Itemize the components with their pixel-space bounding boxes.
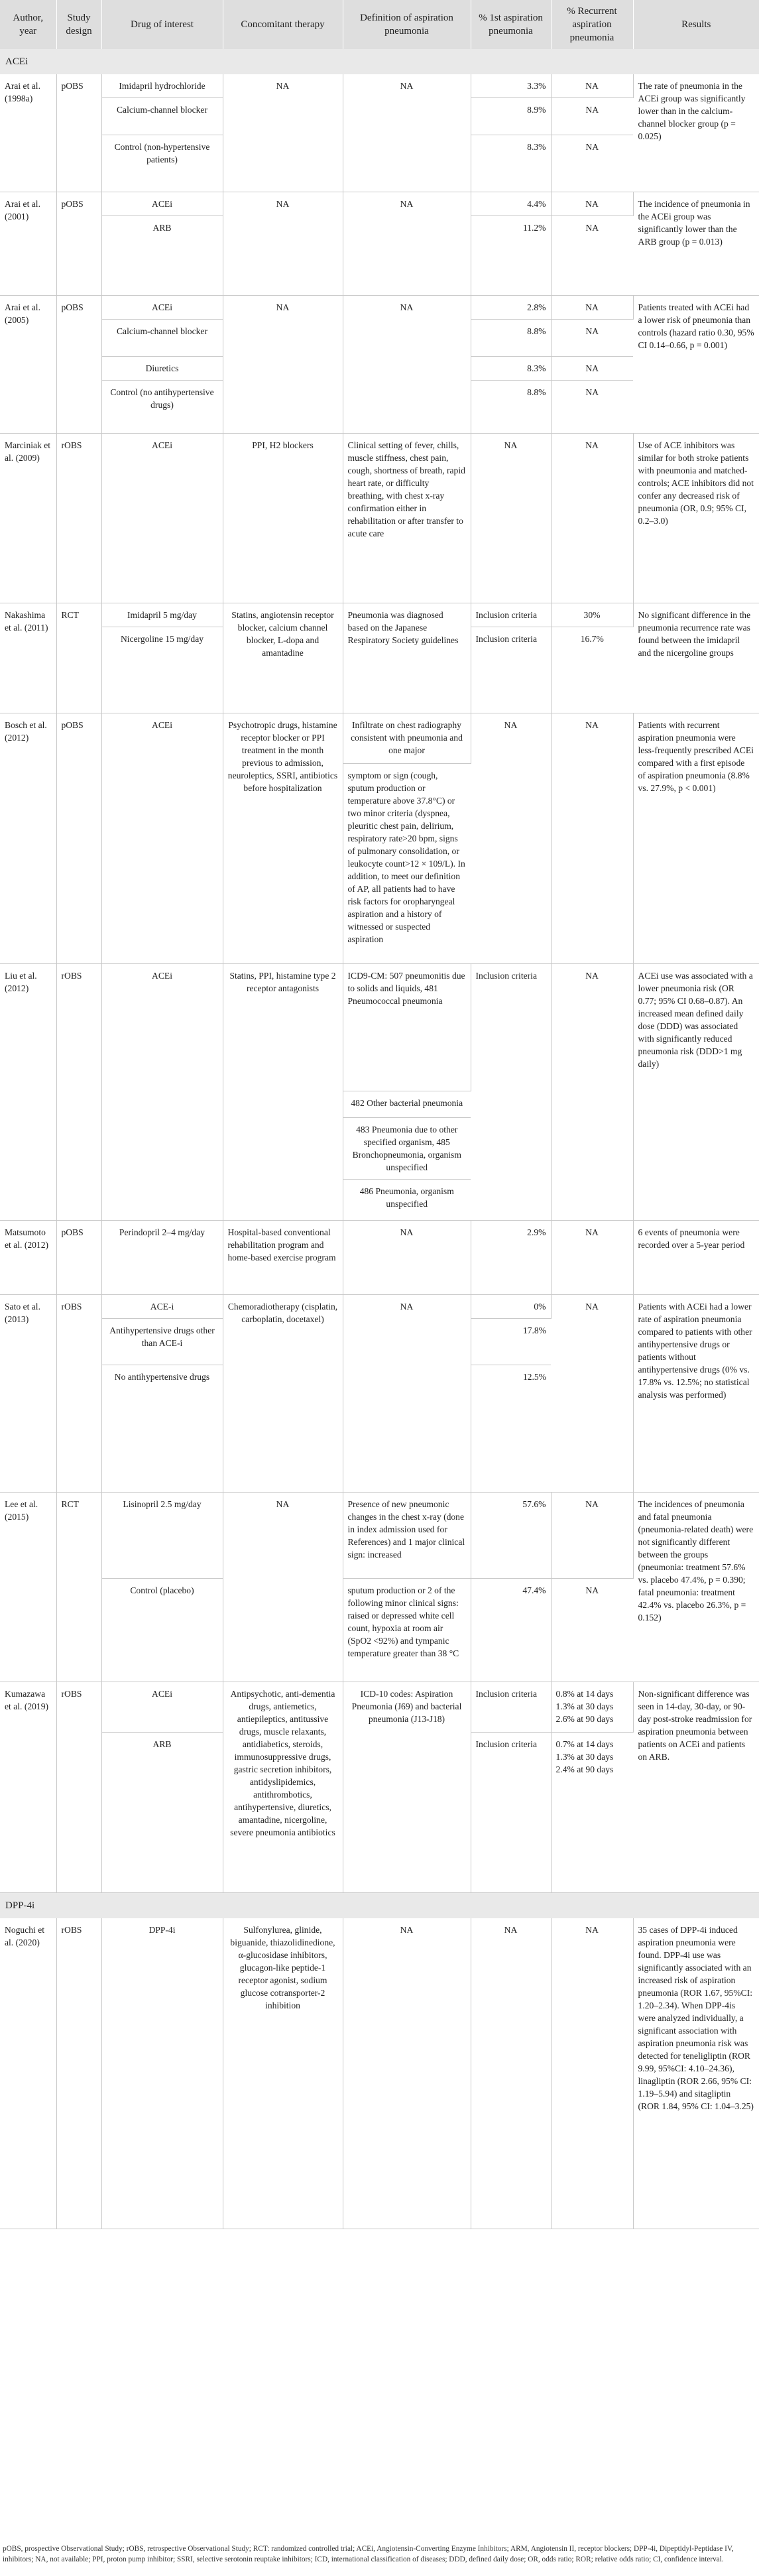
concomitant-cell: Psychotropic drugs, histamine receptor blocker or PPI treatment in the month previous to admission, neuroleptics, SSRI, antibiotics before hospitalization <box>223 713 343 964</box>
table-row <box>0 192 759 216</box>
first-cell: 0% <box>471 1295 551 1319</box>
design-cell: pOBS <box>56 296 101 434</box>
recurrent-cell <box>551 1733 633 1893</box>
first-cell: NA <box>471 434 551 603</box>
drug-cell: Lisinopril 2.5 mg/day <box>101 1493 223 1579</box>
first-cell: 3.3% <box>471 74 551 98</box>
drug-cell: ACEi <box>101 964 223 1221</box>
header-recurrent: % Recurrent aspiration pneumonia <box>551 0 633 49</box>
definition-cell: ICD-10 codes: Aspiration Pneumonia (J69) and bacterial pneumonia (J13-J18) <box>343 1682 471 1893</box>
design-cell: RCT <box>56 603 101 713</box>
header-design: Study design <box>56 0 101 49</box>
recurrent-line: 1.3% at 30 days <box>555 1752 614 1762</box>
first-cell: 8.9% <box>471 98 551 135</box>
definition-cell: sputum production or 2 of the following minor clinical signs: raised or depressed white cell count, hypoxia at room air (SpO2 <92%) and tympanic temperature greater than 38 °C <box>343 1579 471 1682</box>
drug-cell: Perindopril 2–4 mg/day <box>101 1221 223 1295</box>
header-results: Results <box>633 0 759 49</box>
recurrent-cell: NA <box>551 713 633 964</box>
design-cell: pOBS <box>56 74 101 192</box>
concomitant-cell: PPI, H2 blockers <box>223 434 343 603</box>
design-cell: rOBS <box>56 964 101 1221</box>
header-concomitant: Concomitant therapy <box>223 0 343 49</box>
drug-cell: Imidapril 5 mg/day <box>101 603 223 627</box>
section-label: DPP-4i <box>0 1893 759 1919</box>
recurrent-cell: NA <box>551 1221 633 1295</box>
author-cell: Sato et al. (2013) <box>0 1295 56 1493</box>
first-cell: NA <box>471 1918 551 2229</box>
design-cell: pOBS <box>56 1221 101 1295</box>
design-cell: pOBS <box>56 713 101 964</box>
recurrent-cell <box>551 1682 633 1733</box>
drug-cell: ACEi <box>101 713 223 964</box>
results-cell: Patients treated with ACEi had a lower risk of pneumonia than controls (hazard ratio 0.30, 95% CI 0.14–0.66, p = 0.001) <box>633 296 759 434</box>
definition-cell: NA <box>343 192 471 296</box>
recurrent-line: 2.6% at 90 days <box>555 1714 614 1724</box>
results-cell: No significant difference in the pneumonia recurrence rate was found between the imidapril and the nicergoline groups <box>633 603 759 713</box>
recurrent-cell: NA <box>551 964 633 1221</box>
concomitant-cell: Hospital-based conventional rehabilitation program and home-based exercise program <box>223 1221 343 1295</box>
first-cell: Inclusion criteria <box>471 1682 551 1733</box>
concomitant-cell: NA <box>223 74 343 192</box>
first-cell: Inclusion criteria <box>471 603 551 627</box>
section-row-acei <box>0 49 759 74</box>
first-cell: 8.8% <box>471 320 551 357</box>
recurrent-cell: NA <box>551 216 633 296</box>
drug-cell: Diuretics <box>101 357 223 381</box>
drug-cell: Calcium-channel blocker <box>101 98 223 135</box>
first-cell: Inclusion criteria <box>471 1733 551 1893</box>
first-cell: 12.5% <box>471 1365 551 1493</box>
author-cell: Marciniak et al. (2009) <box>0 434 56 603</box>
header-author: Author, year <box>0 0 56 49</box>
definition-cell: NA <box>343 296 471 434</box>
table-row <box>0 1221 759 1295</box>
table-footnote: pOBS, prospective Observational Study; rOBS, retrospective Observational Study; RCT: randomized controlled trial; ACEi, Angiotensin-Converting Enzyme Inhibitors; ARM, Angiotensin II, receptor blockers; DPP-4i, Dipeptidyl-Peptidase IV, inhibitors; NA, not available; PPI, proton pump inhibitor; SSRI, selective serotonin reuptake inhibitors; ICD, international classification of diseases; DDD, defined daily dose; OR, odds ratio; ROR; relative odds ratio; CI, confidence interval. <box>3 2545 734 2563</box>
table-row <box>0 74 759 98</box>
author-cell: Nakashima et al. (2011) <box>0 603 56 713</box>
author-cell: Liu et al. (2012) <box>0 964 56 1221</box>
table-row <box>0 1493 759 1579</box>
drug-cell: Calcium-channel blocker <box>101 320 223 357</box>
drug-cell: DPP-4i <box>101 1918 223 2229</box>
first-cell: 8.3% <box>471 135 551 192</box>
drug-cell: ARB <box>101 1733 223 1893</box>
concomitant-cell: Antipsychotic, anti-dementia drugs, antiemetics, antiepileptics, antitussive drugs, muscle relaxants, antidiabetics, steroids, immunosuppressive drugs, gastric secretion inhibitors, antidyslipidemics, antithrombotics, antihypertensive, diuretics, amantadine, nicergoline, severe pneumonia antibiotics <box>223 1682 343 1893</box>
recurrent-cell: NA <box>551 296 633 320</box>
first-cell: 8.3% <box>471 357 551 381</box>
results-cell: Patients with recurrent aspiration pneumonia were less-frequently prescribed ACEi compared with a first episode of aspiration pneumonia (8.8% vs. 27.9%, p < 0.001) <box>633 713 759 964</box>
results-cell: 35 cases of DPP-4i induced aspiration pneumonia were found. DPP-4i use was significantly associated with an increased risk of aspiration pneumonia (ROR 1.67, 95%CI: 1.20–2.34). When DPP-4is were analyzed individually, a significant association with aspiration pneumonia risk was detected for teneligliptin (ROR 9.99, 95%CI: 4.10–24.36), linagliptin (ROR 2.66, 95% CI: 1.19–5.94) and sitagliptin (ROR 1.84, 95% CI: 1.04–3.25) <box>633 1918 759 2229</box>
results-cell: 6 events of pneumonia were recorded over a 5-year period <box>633 1221 759 1295</box>
table-row <box>0 434 759 603</box>
drug-cell: Control (placebo) <box>101 1579 223 1682</box>
recurrent-cell: NA <box>551 357 633 381</box>
recurrent-cell: 30% <box>551 603 633 627</box>
table-row <box>0 1295 759 1319</box>
drug-cell: Imidapril hydrochloride <box>101 74 223 98</box>
first-cell: Inclusion criteria <box>471 964 551 1221</box>
header-drug: Drug of interest <box>101 0 223 49</box>
first-cell: 2.9% <box>471 1221 551 1295</box>
first-cell: 4.4% <box>471 192 551 216</box>
section-row-dpp4i <box>0 1893 759 1919</box>
concomitant-cell: NA <box>223 1493 343 1682</box>
drug-cell: ACEi <box>101 1682 223 1733</box>
first-cell: 8.8% <box>471 381 551 434</box>
recurrent-line: 0.8% at 14 days <box>555 1689 614 1699</box>
author-cell: Kumazawa et al. (2019) <box>0 1682 56 1893</box>
recurrent-cell: NA <box>551 1918 633 2229</box>
table-row <box>0 603 759 627</box>
recurrent-line: 0.7% at 14 days <box>555 1739 614 1749</box>
drug-cell: ACEi <box>101 296 223 320</box>
table-row <box>0 713 759 764</box>
design-cell: rOBS <box>56 1295 101 1493</box>
definition-cell: Infiltrate on chest radiography consistent with pneumonia and one major <box>343 713 471 764</box>
recurrent-cell: NA <box>551 74 633 98</box>
author-cell: Noguchi et al. (2020) <box>0 1918 56 2229</box>
definition-cell: NA <box>343 1918 471 2229</box>
drug-cell: Nicergoline 15 mg/day <box>101 627 223 713</box>
concomitant-cell: Chemoradiotherapy (cisplatin, carboplatin, docetaxel) <box>223 1295 343 1493</box>
author-cell: Lee et al. (2015) <box>0 1493 56 1682</box>
results-cell: The incidences of pneumonia and fatal pneumonia (pneumonia-related death) were not significantly different between the groups (pneumonia: treatment 57.6% vs. placebo 47.4%, p = 0.390; fatal pneumonia: treatment 42.4% vs. placebo 26.3%, p = 0.152) <box>633 1493 759 1682</box>
recurrent-cell: NA <box>551 381 633 434</box>
first-cell: 57.6% <box>471 1493 551 1579</box>
first-cell: 2.8% <box>471 296 551 320</box>
recurrent-cell: NA <box>551 1579 633 1682</box>
table-row <box>0 1682 759 1733</box>
concomitant-cell: NA <box>223 296 343 434</box>
concomitant-cell: NA <box>223 192 343 296</box>
recurrent-cell: NA <box>551 434 633 603</box>
author-cell: Arai et al. (2005) <box>0 296 56 434</box>
header-row <box>0 0 759 49</box>
header-first: % 1st aspiration pneumonia <box>471 0 551 49</box>
recurrent-line: 1.3% at 30 days <box>555 1701 614 1711</box>
author-cell: Arai et al. (1998a) <box>0 74 56 192</box>
recurrent-cell: NA <box>551 98 633 135</box>
definition-cell: Clinical setting of fever, chills, muscle stiffness, chest pain, cough, shortness of breath, rapid heart rate, or difficulty breathing, with chest x-ray confirmation either in rehabilitation or after transfer to acute care <box>343 434 471 603</box>
concomitant-cell: Sulfonylurea, glinide, biguanide, thiazolidinedione, α-glucosidase inhibitors, glucagon-like peptide-1 receptor agonist, sodium glucose cotransporter-2 inhibition <box>223 1918 343 2229</box>
header-definition: Definition of aspiration pneumonia <box>343 0 471 49</box>
table-row <box>0 964 759 1091</box>
definition-cell: NA <box>343 1295 471 1493</box>
definition-cell: symptom or sign (cough, sputum production or temperature above 37.8°C) or two minor criteria (dyspnea, pleuritic chest pain, delirium, respiratory rate>20 bpm, signs of pulmonary consolidation, or leukocyte count>12 × 109/L). In addition, to meet our definition of AP, all patients had to have risk factors for oropharyngeal aspiration and a history of witnessed or suspected aspiration <box>343 764 471 964</box>
results-cell: The rate of pneumonia in the ACEi group was significantly lower than in the calcium-channel blocker group (p = 0.025) <box>633 74 759 192</box>
first-cell: NA <box>471 713 551 964</box>
recurrent-line: 2.4% at 90 days <box>555 1764 614 1774</box>
results-cell: Patients with ACEi had a lower rate of aspiration pneumonia compared to patients with other antihypertensive drugs or patients without antihypertensive drugs (0% vs. 17.8% vs. 12.5%; no statistical analysis was performed) <box>633 1295 759 1493</box>
definition-cell: 486 Pneumonia, organism unspecified <box>343 1180 471 1221</box>
results-cell: Non-significant difference was seen in 14-day, 30-day, or 90-day post-stroke readmission for aspiration pneumonia between patients on ACEi and patients on ARB. <box>633 1682 759 1893</box>
drug-cell: ACEi <box>101 434 223 603</box>
concomitant-cell: Statins, angiotensin receptor blocker, calcium channel blocker, L-dopa and amantadine <box>223 603 343 713</box>
definition-cell: ICD9-CM: 507 pneumonitis due to solids and liquids, 481 Pneumococcal pneumonia <box>343 964 471 1091</box>
author-cell: Bosch et al. (2012) <box>0 713 56 964</box>
results-cell: The incidence of pneumonia in the ACEi group was significantly lower than the ARB group (p = 0.013) <box>633 192 759 296</box>
design-cell: rOBS <box>56 434 101 603</box>
first-cell: 11.2% <box>471 216 551 296</box>
drug-cell: ACE-i <box>101 1295 223 1319</box>
recurrent-cell: NA <box>551 1295 633 1493</box>
definition-cell: NA <box>343 1221 471 1295</box>
definition-cell: 483 Pneumonia due to other specified organism, 485 Bronchopneumonia, organism unspecified <box>343 1118 471 1180</box>
recurrent-cell: NA <box>551 320 633 357</box>
recurrent-cell: 16.7% <box>551 627 633 713</box>
recurrent-cell: NA <box>551 1493 633 1579</box>
drug-cell: ACEi <box>101 192 223 216</box>
first-cell: 47.4% <box>471 1579 551 1682</box>
drug-cell: ARB <box>101 216 223 296</box>
definition-cell: 482 Other bacterial pneumonia <box>343 1091 471 1118</box>
recurrent-cell: NA <box>551 135 633 192</box>
design-cell: RCT <box>56 1493 101 1682</box>
drug-cell: No antihypertensive drugs <box>101 1365 223 1493</box>
first-cell: Inclusion criteria <box>471 627 551 713</box>
author-cell: Arai et al. (2001) <box>0 192 56 296</box>
design-cell: rOBS <box>56 1682 101 1893</box>
table-row <box>0 296 759 320</box>
recurrent-cell: NA <box>551 192 633 216</box>
section-label: ACEi <box>0 49 759 74</box>
definition-cell: Presence of new pneumonic changes in the chest x-ray (done in index admission used for References) and 1 major clinical sign: increased <box>343 1493 471 1579</box>
design-cell: pOBS <box>56 192 101 296</box>
drug-cell: Control (non-hypertensive patients) <box>101 135 223 192</box>
concomitant-cell: Statins, PPI, histamine type 2 receptor antagonists <box>223 964 343 1221</box>
first-cell: 17.8% <box>471 1319 551 1365</box>
design-cell: rOBS <box>56 1918 101 2229</box>
definition-cell: Pneumonia was diagnosed based on the Japanese Respiratory Society guidelines <box>343 603 471 713</box>
drug-cell: Antihypertensive drugs other than ACE-i <box>101 1319 223 1365</box>
results-cell: ACEi use was associated with a lower pneumonia risk (OR 0.77; 95% CI 0.68–0.87). An increased mean defined daily dose (DDD) was associated with significantly reduced pneumonia risk (DDD>1 mg daily) <box>633 964 759 1221</box>
results-cell: Use of ACE inhibitors was similar for both stroke patients with pneumonia and matched-controls; ACE inhibitors did not confer any decreased risk of pneumonia (OR, 0.9; 95% CI, 0.2–3.0) <box>633 434 759 603</box>
author-cell: Matsumoto et al. (2012) <box>0 1221 56 1295</box>
definition-cell: NA <box>343 74 471 192</box>
table-row <box>0 1918 759 2229</box>
drug-cell: Control (no antihypertensive drugs) <box>101 381 223 434</box>
